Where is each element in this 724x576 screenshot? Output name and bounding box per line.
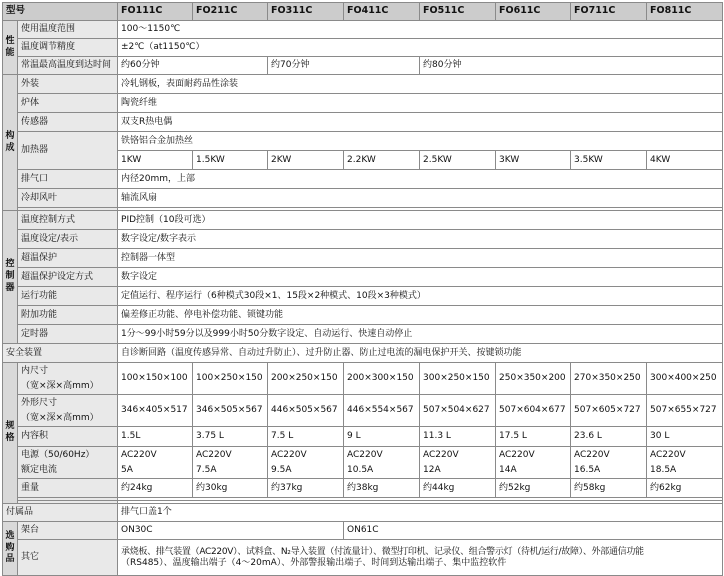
stand-model: ON61C — [344, 522, 723, 540]
table-row — [3, 344, 723, 363]
volume: 30 L — [647, 427, 723, 447]
table-row — [3, 189, 723, 208]
row-label: 电源（50/60Hz） — [18, 447, 118, 463]
voltage: AC220V — [344, 447, 420, 463]
row-value: 自诊断回路（温度传感异常、自动过升防止）、过升防止器、防止过电流的漏电保护开关、按键锁功能 — [118, 344, 723, 363]
table-row — [3, 268, 723, 287]
volume: 9 L — [344, 427, 420, 447]
weight: 约62kg — [647, 479, 723, 498]
table-row — [3, 230, 723, 249]
table-row — [3, 479, 723, 498]
voltage: AC220V — [496, 447, 571, 463]
row-label: 重量 — [18, 479, 118, 498]
outer-size: 446×554×567 — [344, 395, 420, 427]
options-line-2: （RS485）、温度输出端子（4～20mA）、外部警报输出端子、时间到达输出端子、集中监控软件 — [121, 557, 507, 568]
heater-power: 3.5KW — [571, 151, 647, 170]
row-value: 偏差修正功能、停电补偿功能、锁键功能 — [118, 306, 723, 325]
category-construction: 构 成 — [3, 75, 18, 211]
inner-size: 200×250×150 — [268, 363, 344, 395]
table-row — [3, 21, 723, 39]
voltage: AC220V — [268, 447, 344, 463]
current: 10.5A — [344, 463, 420, 479]
category-specs: 规 格 — [3, 363, 18, 504]
row-label: 温度调节精度 — [18, 39, 118, 57]
row-label: 内尺寸 — [18, 363, 118, 379]
row-value: 内径20mm，上部 — [118, 170, 723, 189]
row-value: 冷轧钢板，表面耐药品性涂装 — [118, 75, 723, 94]
table-row — [3, 75, 723, 94]
row-value: 100～1150℃ — [118, 21, 723, 39]
category-options: 选 购 品 — [3, 522, 18, 576]
header-row — [3, 3, 723, 21]
row-value: 定值运行、程序运行（6种模式30段×1、15段×2种模式、10段×3种模式） — [118, 287, 723, 306]
table-row — [3, 39, 723, 57]
outer-size: 346×405×517 — [118, 395, 193, 427]
model-name: FO611C — [496, 3, 571, 21]
model-name: FO711C — [571, 3, 647, 21]
voltage: AC220V — [571, 447, 647, 463]
spec-table — [2, 2, 723, 576]
heater-power: 2KW — [268, 151, 344, 170]
table-row — [3, 540, 723, 576]
outer-size: 507×655×727 — [647, 395, 723, 427]
row-value: 约70分钟 — [268, 57, 420, 75]
outer-size: 507×605×727 — [571, 395, 647, 427]
heater-power: 1KW — [118, 151, 193, 170]
row-label: 加热器 — [18, 132, 118, 170]
row-label: 使用温度范围 — [18, 21, 118, 39]
heater-power: 3KW — [496, 151, 571, 170]
heater-power: 2.2KW — [344, 151, 420, 170]
row-label: 温度控制方式 — [18, 211, 118, 230]
model-name: FO211C — [193, 3, 268, 21]
row-value — [118, 540, 723, 576]
heater-power: 1.5KW — [193, 151, 268, 170]
weight: 约37kg — [268, 479, 344, 498]
voltage: AC220V — [118, 447, 193, 463]
row-label: 附加功能 — [18, 306, 118, 325]
table-row — [3, 395, 723, 411]
outer-size: 507×604×677 — [496, 395, 571, 427]
row-label: 架台 — [18, 522, 118, 540]
table-row — [3, 306, 723, 325]
volume: 17.5 L — [496, 427, 571, 447]
table-row — [3, 94, 723, 113]
inner-size: 100×250×150 — [193, 363, 268, 395]
model-name: FO511C — [420, 3, 496, 21]
row-label: 其它 — [18, 540, 118, 576]
volume: 11.3 L — [420, 427, 496, 447]
weight: 约24kg — [118, 479, 193, 498]
table-row — [3, 522, 723, 540]
table-row — [3, 325, 723, 344]
model-name: FO311C — [268, 3, 344, 21]
model-label: 型号 — [3, 3, 118, 21]
weight: 约58kg — [571, 479, 647, 498]
row-label: 冷却风叶 — [18, 189, 118, 208]
current: 16.5A — [571, 463, 647, 479]
row-value: 约60分钟 — [118, 57, 268, 75]
options-line-1: 承烧板、排气装置（AC220V）、试料盒、N₂导入装置（付流量计）、微型打印机、记录仪、组合警示灯（待机/运行/故障）、外部通信功能 — [121, 547, 644, 558]
table-row — [3, 463, 723, 479]
row-value: 排气口盖1个 — [118, 504, 723, 522]
inner-size: 200×300×150 — [344, 363, 420, 395]
row-value: 控制器一体型 — [118, 249, 723, 268]
row-label: 安全装置 — [3, 344, 118, 363]
outer-size: 446×505×567 — [268, 395, 344, 427]
row-value: 数字设定/数字表示 — [118, 230, 723, 249]
row-value: 1分～99小时59分以及999小时50分数字设定、自动运行、快速自动停止 — [118, 325, 723, 344]
row-value: PID控制（10段可选） — [118, 211, 723, 230]
model-name: FO411C — [344, 3, 420, 21]
current: 5A — [118, 463, 193, 479]
row-label: 超温保护 — [18, 249, 118, 268]
row-label: 炉体 — [18, 94, 118, 113]
model-name: FO811C — [647, 3, 723, 21]
row-value: 陶瓷纤维 — [118, 94, 723, 113]
current: 12A — [420, 463, 496, 479]
row-label: （宽×深×高mm） — [18, 379, 118, 395]
row-value: 铁铬铝合金加热丝 — [118, 132, 723, 151]
table-row — [3, 287, 723, 306]
current: 18.5A — [647, 463, 723, 479]
voltage: AC220V — [193, 447, 268, 463]
category-controller: 控 制 器 — [3, 211, 18, 344]
volume: 3.75 L — [193, 427, 268, 447]
inner-size: 250×350×200 — [496, 363, 571, 395]
table-row — [3, 170, 723, 189]
outer-size: 507×504×627 — [420, 395, 496, 427]
voltage: AC220V — [647, 447, 723, 463]
table-row — [3, 427, 723, 447]
inner-size: 300×250×150 — [420, 363, 496, 395]
weight: 约30kg — [193, 479, 268, 498]
table-row — [3, 504, 723, 522]
heater-power: 2.5KW — [420, 151, 496, 170]
heater-power: 4KW — [647, 151, 723, 170]
current: 7.5A — [193, 463, 268, 479]
inner-size: 100×150×100 — [118, 363, 193, 395]
row-label: 额定电流 — [18, 463, 118, 479]
stand-model: ON30C — [118, 522, 344, 540]
current: 9.5A — [268, 463, 344, 479]
row-label: 付属品 — [3, 504, 118, 522]
weight: 约44kg — [420, 479, 496, 498]
table-row — [3, 363, 723, 379]
row-label: 常温最高温度到达时间 — [18, 57, 118, 75]
outer-size: 346×505×567 — [193, 395, 268, 427]
row-value: 数字设定 — [118, 268, 723, 287]
weight: 约52kg — [496, 479, 571, 498]
row-value: 约80分钟 — [420, 57, 723, 75]
row-label: 外形尺寸 — [18, 395, 118, 411]
row-label: （宽×深×高mm） — [18, 411, 118, 427]
table-row — [3, 57, 723, 75]
row-label: 内容积 — [18, 427, 118, 447]
row-value: 双支R热电偶 — [118, 113, 723, 132]
table-row — [3, 113, 723, 132]
row-label: 传感器 — [18, 113, 118, 132]
table-row — [3, 211, 723, 230]
table-row — [3, 447, 723, 463]
row-label: 超温保护设定方式 — [18, 268, 118, 287]
current: 14A — [496, 463, 571, 479]
model-name: FO111C — [118, 3, 193, 21]
inner-size: 300×400×250 — [647, 363, 723, 395]
row-label: 运行功能 — [18, 287, 118, 306]
volume: 23.6 L — [571, 427, 647, 447]
inner-size: 270×350×250 — [571, 363, 647, 395]
row-value: 轴流风扇 — [118, 189, 723, 208]
category-performance: 性 能 — [3, 21, 18, 75]
row-label: 排气口 — [18, 170, 118, 189]
weight: 约38kg — [344, 479, 420, 498]
table-row — [3, 132, 723, 151]
volume: 1.5L — [118, 427, 193, 447]
row-label: 温度设定/表示 — [18, 230, 118, 249]
row-label: 外装 — [18, 75, 118, 94]
row-value: ±2℃（at1150℃） — [118, 39, 723, 57]
row-label: 定时器 — [18, 325, 118, 344]
voltage: AC220V — [420, 447, 496, 463]
table-row — [3, 249, 723, 268]
volume: 7.5 L — [268, 427, 344, 447]
